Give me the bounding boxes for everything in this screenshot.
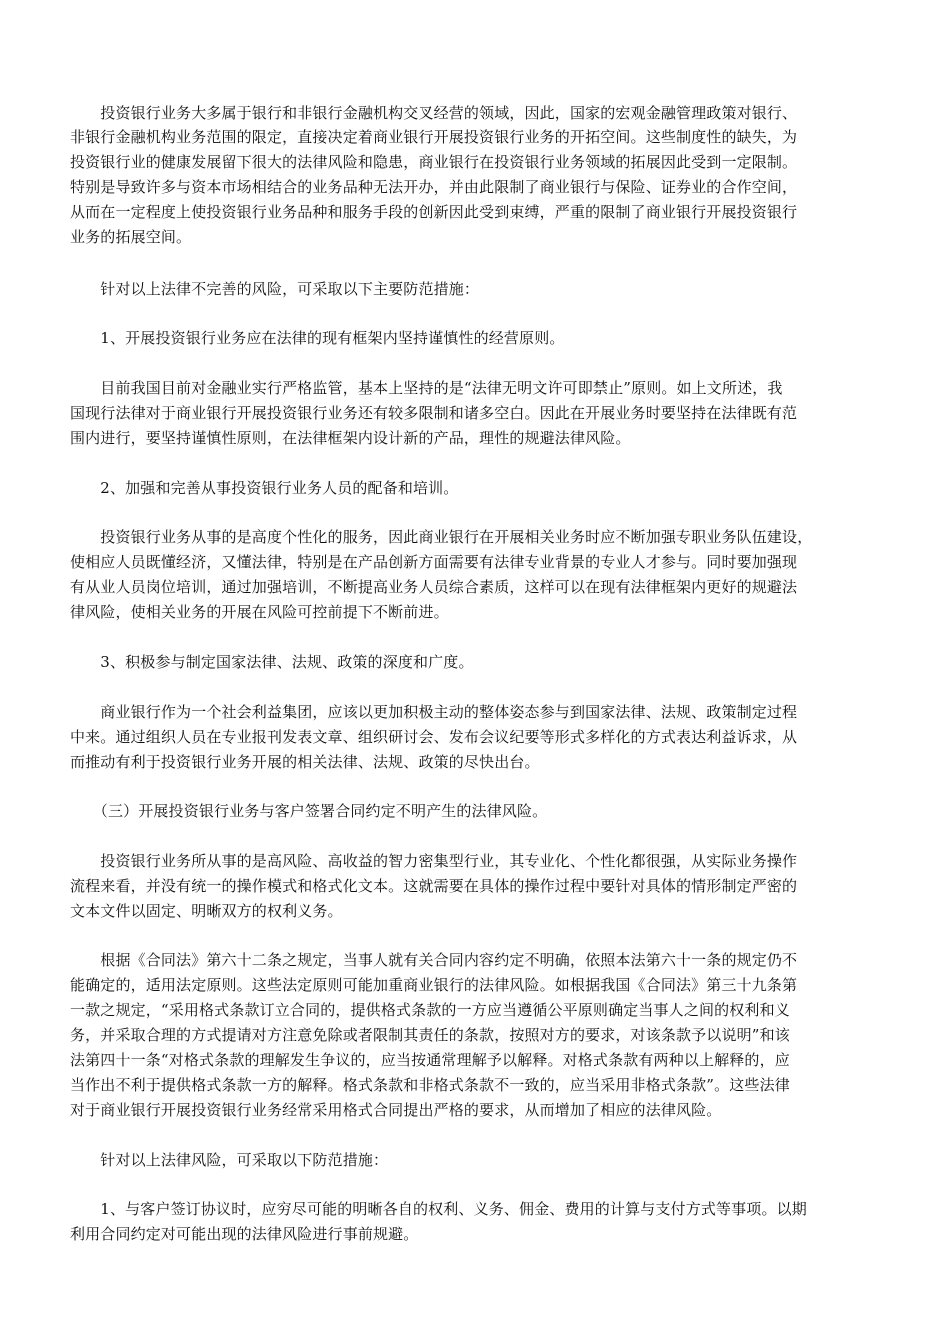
text-line: 国现行法律对于商业银行开展投资银行业务还有较多限制和诸多空白。因此在开展业务时要坚持在法律既有范 <box>70 404 798 422</box>
text-line: 流程来看，并没有统一的操作模式和格式化文本。这就需要在具体的操作过程中要针对具体的情形制定严密的 <box>70 877 798 895</box>
text-line: 1、与客户签订协议时，应穷尽可能的明晰各自的权利、义务、佣金、费用的计算与支付方式等事项。以期 <box>70 1200 807 1218</box>
text-line: 投资银行业务大多属于银行和非银行金融机构交叉经营的领域，因此，国家的宏观金融管理政策对银行、 <box>70 104 798 122</box>
text-line: 2、加强和完善从事投资银行业务人员的配备和培训。 <box>70 479 459 497</box>
text-line: 一款之规定，“采用格式条款订立合同的，提供格式条款的一方应当遵循公平原则确定当事人之间的权利和义 <box>70 1001 790 1019</box>
text-line: 业务的拓展空间。 <box>70 228 192 246</box>
text-line: 能确定的，适用法定原则。这些法定原则可能加重商业银行的法律风险。如根据我国《合同法》第三十九条第 <box>70 976 798 994</box>
text-line: 非银行金融机构业务范围的限定，直接决定着商业银行开展投资银行业务的开拓空间。这些制度性的缺失，为 <box>70 128 798 146</box>
text-line: 法第四十一条“对格式条款的理解发生争议的，应当按通常理解予以解释。对格式条款有两种以上解释的，应 <box>70 1051 790 1069</box>
text-line: 利用合同约定对可能出现的法律风险进行事前规避。 <box>70 1225 419 1243</box>
text-line: 根据《合同法》第六十二条之规定，当事人就有关合同内容约定不明确，依照本法第六十一条的规定仍不 <box>70 951 798 969</box>
text-line: 投资银行业务所从事的是高风险、高收益的智力密集型行业，其专业化、个性化都很强，从实际业务操作 <box>70 852 798 870</box>
text-line: 务，并采取合理的方式提请对方注意免除或者限制其责任的条款，按照对方的要求，对该条款予以说明”和该 <box>70 1026 790 1044</box>
text-line: 目前我国目前对金融业实行严格监管，基本上坚持的是“法律无明文许可即禁止”原则。如上文所述，我 <box>70 379 783 397</box>
text-line: 商业银行作为一个社会利益集团，应该以更加积极主动的整体姿态参与到国家法律、法规、政策制定过程 <box>70 703 798 721</box>
text-line: 有从业人员岗位培训，通过加强培训，不断提高业务人员综合素质，这样可以在现有法律框架内更好的规避法 <box>70 578 798 596</box>
text-line: 对于商业银行开展投资银行业务经常采用格式合同提出严格的要求，从而增加了相应的法律风险。 <box>70 1101 722 1119</box>
text-line: 针对以上法律不完善的风险，可采取以下主要防范措施： <box>70 280 480 298</box>
text-line: 1、开展投资银行业务应在法律的现有框架内坚持谨慎性的经营原则。 <box>70 329 565 347</box>
text-line: 中来。通过组织人员在专业报刊发表文章、组织研讨会、发布会议纪要等形式多样化的方式表达利益诉求，从 <box>70 728 798 746</box>
text-line: 文本文件以固定、明晰双方的权利义务。 <box>70 902 343 920</box>
text-line: 针对以上法律风险，可采取以下防范措施： <box>70 1151 389 1169</box>
text-line: 特别是导致许多与资本市场相结合的业务品种无法开办，并由此限制了商业银行与保险、证券业的合作空间， <box>70 178 798 196</box>
text-line: 而推动有利于投资银行业务开展的相关法律、法规、政策的尽快出台。 <box>70 753 540 771</box>
text-line: 使相应人员既懂经济，又懂法律，特别是在产品创新方面需要有法律专业背景的专业人才参与。同时要加强现 <box>70 553 798 571</box>
text-line: 从而在一定程度上使投资银行业务品种和服务手段的创新因此受到束缚，严重的限制了商业银行开展投资银行 <box>70 203 798 221</box>
text-line: 律风险，使相关业务的开展在风险可控前提下不断前进。 <box>70 603 449 621</box>
text-line: 当作出不利于提供格式条款一方的解释。格式条款和非格式条款不一致的，应当采用非格式条款”。这些法律 <box>70 1076 790 1094</box>
text-line: 3、积极参与制定国家法律、法规、政策的深度和广度。 <box>70 653 474 671</box>
text-line: （三）开展投资银行业务与客户签署合同约定不明产生的法律风险。 <box>70 802 548 820</box>
text-line: 围内进行，要坚持谨慎性原则，在法律框架内设计新的产品，理性的规避法律风险。 <box>70 429 631 447</box>
text-line: 投资银行业务从事的是高度个性化的服务，因此商业银行在开展相关业务时应不断加强专职业务队伍建设， <box>70 528 813 546</box>
text-line: 投资银行业的健康发展留下很大的法律风险和隐患，商业银行在投资银行业务领域的拓展因此受到一定限制。 <box>70 153 798 171</box>
